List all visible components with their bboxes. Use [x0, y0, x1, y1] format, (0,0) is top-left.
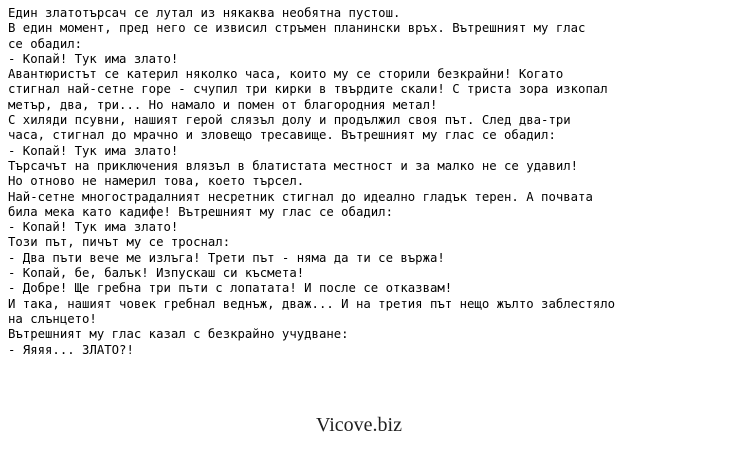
- joke-line: на слънцето!: [8, 311, 97, 326]
- joke-line: - Копай, бе, балък! Изпускаш си късмета!: [8, 266, 305, 281]
- joke-line: - Два пъти вече ме излъга! Трети път - няма да ти се вържа!: [8, 250, 445, 265]
- joke-line: Един златотърсач се лутал из някаква необятна пустош.: [8, 6, 401, 20]
- joke-line: метър, два, три... Но намало и помен от благородния метал!: [8, 97, 438, 112]
- joke-line: Търсачът на приключения влязъл в блатистата местност и за малко не се удавил!: [8, 158, 579, 173]
- site-watermark: Vicove.biz: [316, 414, 402, 436]
- joke-line: Авантюристът се катерил няколко часа, които му се сторили безкрайни! Когато: [8, 67, 564, 82]
- joke-text: [8, 6, 730, 358]
- joke-line: била мека като кадифе! Вътрешният му глас се обадил:: [8, 204, 393, 219]
- joke-line: В един момент, пред него се извисил стръмен планински връх. Вътрешният му глас: [8, 21, 586, 36]
- joke-line: - Добре! Ще гребна три пъти с лопатата! И после се отказвам!: [8, 281, 453, 296]
- joke-line: се обадил:: [8, 36, 83, 51]
- joke-line: - Копай! Тук има злато!: [8, 143, 179, 158]
- joke-line: И така, нашият човек гребнал веднъж, дваж... И на третия път нещо жълто заблестяло: [8, 296, 616, 311]
- joke-line: Най-сетне многострадалният несретник стигнал до идеално гладък терен. А почвата: [8, 189, 593, 204]
- joke-line: - Копай! Тук има злато!: [8, 51, 179, 66]
- joke-line: - Яяяя... ЗЛАТО?!: [8, 342, 134, 357]
- joke-line: стигнал най-сетне горе - счупил три кирки в твърдите скали! С триста зора изкопал: [8, 82, 608, 97]
- joke-line: Този път, пичът му се троснал:: [8, 235, 231, 250]
- joke-line: С хиляди псувни, нашият герой слязъл долу и продължил своя път. След два-три: [8, 113, 571, 128]
- joke-line: Но отново не намерил това, което търсел.: [8, 174, 305, 189]
- joke-line: - Копай! Тук има злато!: [8, 220, 179, 235]
- joke-line: часа, стигнал до мрачно и зловещо тресавище. Вътрешният му глас се обадил:: [8, 128, 556, 143]
- joke-line: Вътрешният му глас казал с безкрайно учудване:: [8, 327, 349, 342]
